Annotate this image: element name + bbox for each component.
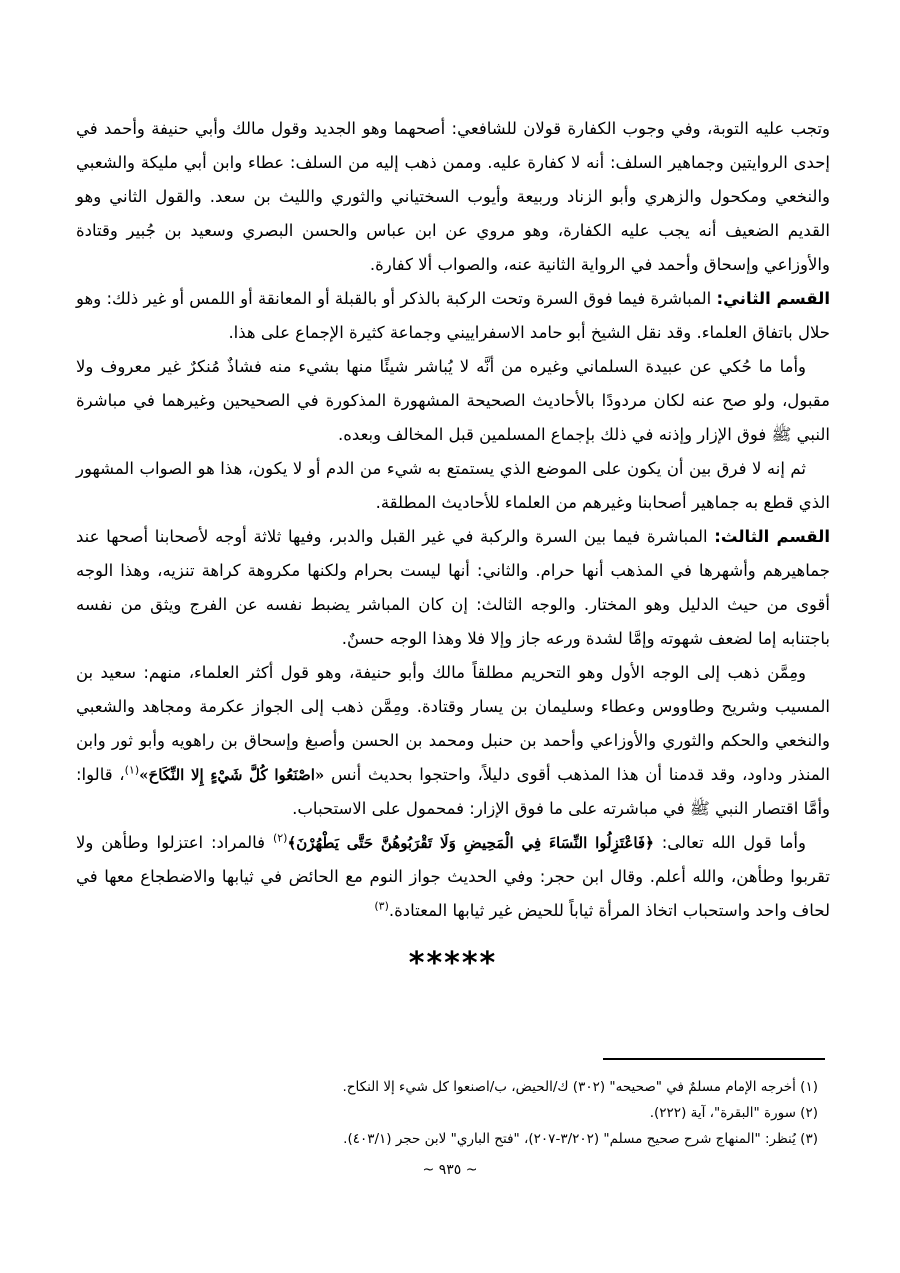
section-separator: *****	[408, 946, 498, 981]
footnote-mark-1: (١)	[124, 763, 140, 777]
paragraph-6-text: ومِمَّن ذهب إلى الوجه الأول وهو التحريم مطلقاً مالك وأبو حنيفة، وهو قول أكثر العلماء، منهم: سعيد بن المسيب وشريح وطاووس وعطاء وسليمان بن يسار وقتادة. ومِمَّن ذهب إلى الجواز عكرمة ومجاهد والشعبي والنخعي والحكم والثوري والأوزاعي وأحمد بن حنبل ومحمد بن الحسن وأصبغ وإسحاق بن راهويه وأبو ثور وابن المنذر وداود، وقد قدمنا أن هذا المذهب أقوى دليلاً، واحتجوا بحديث أنس	[76, 663, 830, 784]
paragraph-6-end: ، قالوا: وأمَّا اقتصار النبي ﷺ في مباشرته على ما فوق الإزار: فمحمول على الاستحباب.	[76, 765, 830, 818]
footnote-divider	[603, 1058, 825, 1060]
paragraph-2-text: المباشرة فيما فوق السرة وتحت الركبة بالذكر أو بالقبلة أو المعانقة أو اللمس أو غير ذلك: وهو حلال باتفاق العلماء. وقد نقل الشيخ أبو حامد الاسفراييني وجماعة كثيرة الإجماع على هذا.	[76, 289, 830, 342]
paragraph-6	[76, 656, 830, 826]
paragraph-5-text: المباشرة فيما بين السرة والركبة في غير القبل والدبر، وفيها ثلاثة أوجه لأصحابنا أصحها عند جماهيرهم وأشهرها في المذهب أنها حرام. والثاني: أنها ليست بحرام ولكنها مكروهة كراهة تنزيه، وهذا الوجه أقوى من حيث الدليل وهو المختار. والوجه الثالث: إن كان المباشر يضبط نفسه عن الفرج ويثق من نفسه باجتنابه إما لضعف شهوته وإمَّا لشدة ورعه جاز وإلا فلا وهذا الوجه حسنٌ.	[76, 527, 830, 648]
page-number: ~ ٩٣٥ ~	[422, 1162, 478, 1178]
paragraph-1: وتجب عليه التوبة، وفي وجوب الكفارة قولان للشافعي: أصحهما وهو الجديد وقول مالك وأبي حنيفة وأحمد في إحدى الروايتين وجماهير السلف: أنه لا كفارة عليه. وممن ذهب إليه من السلف: عطاء وابن أبي مليكة والشعبي والنخعي ومكحول والزهري وأبو الزناد وربيعة وأيوب السختياني والثوري والليث بن سعد. والقول الثاني وهو القديم الضعيف أنه يجب عليه الكفارة، وهو مروي عن ابن عباس والحسن البصري وسعيد بن جُبير وقتادة والأوزاعي وإسحاق وأحمد في الرواية الثانية عنه، والصواب ألا كفارة.	[76, 119, 830, 274]
paragraph-3: وأما ما حُكي عن عبيدة السلماني وغيره من أنَّه لا يُباشر شيئًا منها بشيء منه فشاذٌ مُنكرٌ غير معروف ولا مقبول، ولو صح عنه لكان مردودًا بالأحاديث الصحيحة المشهورة المذكورة في الصحيحين وغيرهما في مباشرة النبي ﷺ فوق الإزار وإذنه في ذلك بإجماع المسلمين قبل المخالف وبعده.	[76, 357, 830, 444]
paragraph-7-start: وأما قول الله تعالى:	[653, 833, 806, 852]
paragraph-2	[76, 282, 830, 350]
page-body	[76, 112, 830, 984]
footnote-3: (٣) يُنظر: "المنهاج شرح صحيح مسلم" (٣/٢٠٢-٢٠٧)، "فتح الباري" لابن حجر (٤٠٣/١).	[343, 1131, 818, 1147]
footnotes	[78, 1074, 818, 1152]
footnote-1: (١) أخرجه الإمام مسلمٌ في "صحيحه" (٣٠٢) ك/الحيض، ب/اصنعوا كل شيء إلا النكاح.	[342, 1079, 818, 1095]
paragraph-7-text: فالمراد: اعتزلوا وطأهن ولا تقربوا وطأهن، والله أعلم. وقال ابن حجر: وفي الحديث جواز النوم مع الحائض في ثيابها والاضطجاع معها في لحاف واحد واستحباب اتخاذ المرأة ثياباً للحيض غير ثيابها المعتادة.	[76, 833, 830, 920]
paragraph-7	[76, 826, 830, 928]
section-label-two: القسم الثاني:	[716, 289, 830, 308]
section-label-three: القسم الثالث:	[714, 527, 830, 546]
footnote-mark-3: (٣)	[374, 899, 389, 913]
footnote-mark-2: (٢)	[272, 831, 288, 845]
paragraph-5	[76, 520, 830, 656]
footnote-2: (٢) سورة "البقرة"، آية (٢٢٢).	[649, 1105, 818, 1121]
quran-verse: ﴿فَاعْتَزِلُوا النِّسَاءَ فِي الْمَحِيضِ وَلَا تَقْرَبُوهُنَّ حَتَّى يَطْهُرْنَ﴾	[287, 834, 654, 852]
paragraph-4: ثم إنه لا فرق بين أن يكون على الموضع الذي يستمتع به شيء من الدم أو لا يكون، هذا هو الصواب المشهور الذي قطع به جماهير أصحابنا وغيرهم من العلماء للأحاديث المطلقة.	[76, 459, 830, 512]
hadith-quote: «اصْنَعُوا كُلَّ شَيْءٍ إِلا النِّكَاحَ»	[139, 766, 325, 784]
